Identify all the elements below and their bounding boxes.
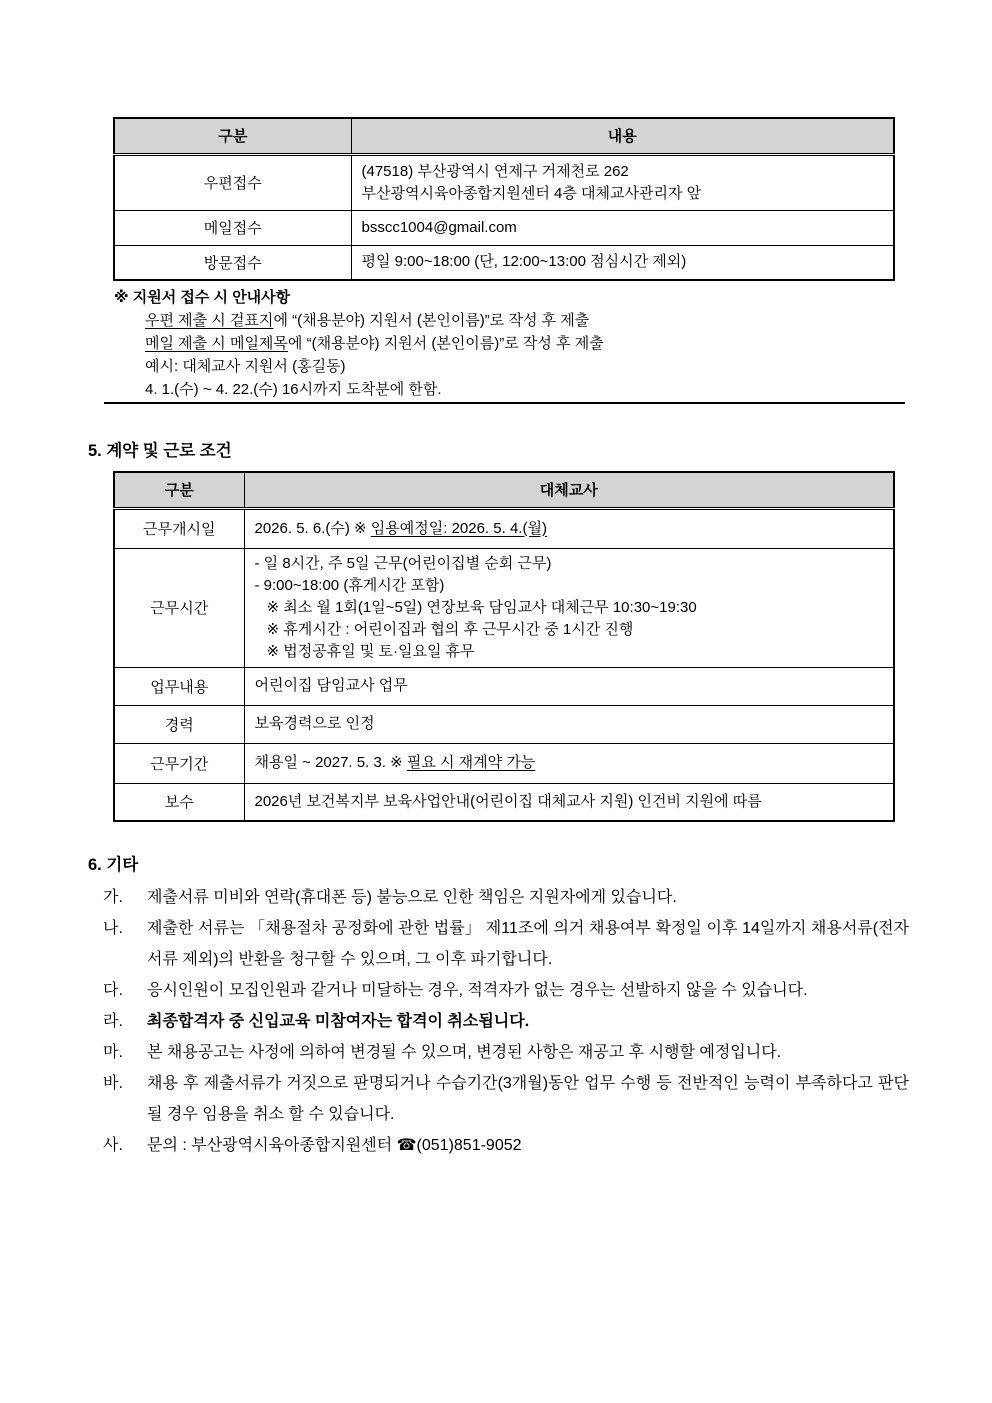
item-text: 문의 : 부산광역시육아종합지원센터 ☎(051)851-9052 <box>147 1137 522 1154</box>
table-row-visit <box>114 245 894 280</box>
postal-address-line2: 부산광역시육아종합지원센터 4층 대체교사관리자 앞 <box>361 184 702 202</box>
item-label: 가. <box>103 889 123 906</box>
notice-line-email <box>104 332 905 355</box>
list-item-ma <box>103 1037 909 1068</box>
item-text-bold: 최종합격자 중 신입교육 미참여자는 합격이 취소됩니다. <box>147 1013 530 1030</box>
section6-heading: 6. 기타 <box>88 856 139 874</box>
underlined-text: 메일 제출 시 메일제목 <box>145 335 288 352</box>
row-label-career: 경력 <box>114 705 244 743</box>
item-label: 사. <box>103 1137 123 1154</box>
row-label-email: 메일접수 <box>114 210 351 245</box>
contact-table-header-row <box>114 118 894 154</box>
work-hours-line: - 9:00~18:00 (휴게시간 포함) <box>254 576 445 594</box>
row-value-visit: 평일 9:00~18:00 (단, 12:00~13:00 점심시간 제외) <box>351 245 894 280</box>
row-value-start-date <box>244 508 894 548</box>
period-text: 채용일 ~ 2027. 5. 3. ※ <box>254 754 407 771</box>
work-table-header-row <box>114 472 894 508</box>
item-text: 응시인원이 모집인원과 같거나 미달하는 경우, 적격자가 없는 경우는 선발하지 않을 수 있습니다. <box>147 982 808 999</box>
row-label-pay: 보수 <box>114 783 244 821</box>
notice-text: 에 “(채용분야) 지원서 (본인이름)”로 작성 후 제출 <box>287 335 604 352</box>
row-label-start-date: 근무개시일 <box>114 508 244 548</box>
row-value-duties: 어린이집 담임교사 업무 <box>244 667 894 705</box>
notice-text: 예시: 대체교사 지원서 (홍길동) <box>145 358 346 375</box>
application-notice <box>104 286 905 404</box>
table-row-start-date <box>114 508 894 548</box>
section6-items <box>103 882 909 1161</box>
list-item-ra <box>103 1006 909 1037</box>
postal-address-line1: (47518) 부산광역시 연제구 거제천로 262 <box>361 162 629 180</box>
notice-line-deadline <box>104 378 905 401</box>
table-row-pay <box>114 783 894 821</box>
work-hours-line: ※ 법정공휴일 및 토·일요일 휴무 <box>266 642 475 660</box>
row-label-period: 근무기간 <box>114 743 244 783</box>
work-conditions-table <box>113 471 895 822</box>
underlined-text: 임용예정일: 2026. 5. 4.(월) <box>370 519 547 537</box>
row-label-work-hours: 근무시간 <box>114 548 244 667</box>
list-item-sa <box>103 1130 909 1161</box>
item-label: 라. <box>103 1013 123 1030</box>
row-value-period <box>244 743 894 783</box>
item-label: 마. <box>103 1044 123 1061</box>
notice-line-postal <box>104 309 905 332</box>
row-label-visit: 방문접수 <box>114 245 351 280</box>
work-header-category: 구분 <box>114 472 244 508</box>
row-value-career: 보육경력으로 인정 <box>244 705 894 743</box>
section5-heading: 5. 계약 및 근로 조건 <box>88 442 232 460</box>
contact-header-content: 내용 <box>351 118 894 154</box>
item-text: 제출서류 미비와 연락(휴대폰 등) 불능으로 인한 책임은 지원자에게 있습니다. <box>147 889 677 906</box>
contact-header-category: 구분 <box>114 118 351 154</box>
work-hours-line: - 일 8시간, 주 5일 근무(어린이집별 순회 근무) <box>254 554 552 572</box>
table-row-postal <box>114 154 894 210</box>
underlined-text: 필요 시 재계약 가능 <box>406 754 536 771</box>
item-text: 제출한 서류는 「채용절차 공정화에 관한 법률」 제11조에 의거 채용여부 확정일 이후 14일까지 채용서류(전자서류 제외)의 반환을 청구할 수 있으며, 그 이후 파기합니다. <box>147 920 909 968</box>
item-text: 채용 후 제출서류가 거짓으로 판명되거나 수습기간(3개월)동안 업무 수행 등 전반적인 능력이 부족하다고 판단될 경우 임용을 취소 할 수 있습니다. <box>147 1075 909 1123</box>
work-hours-line: ※ 휴게시간 : 어린이집과 협의 후 근무시간 중 1시간 진행 <box>266 620 634 638</box>
work-hours-line: ※ 최소 월 1회(1일~5일) 연장보육 담임교사 대체근무 10:30~19:30 <box>266 598 697 616</box>
table-row-career <box>114 705 894 743</box>
notice-title: ※ 지원서 접수 시 안내사항 <box>114 289 291 306</box>
row-value-email: bsscc1004@gmail.com <box>351 210 894 245</box>
row-value-pay: 2026년 보건복지부 보육사업안내(어린이집 대체교사 지원) 인건비 지원에 따름 <box>244 783 894 821</box>
row-value-postal <box>351 154 894 210</box>
table-row-email <box>114 210 894 245</box>
row-value-work-hours <box>244 548 894 667</box>
notice-text: 4. 1.(수) ~ 4. 22.(수) 16시까지 도착분에 한함. <box>145 381 442 398</box>
item-text: 본 채용공고는 사정에 의하여 변경될 수 있으며, 변경된 사항은 재공고 후 시행할 예정입니다. <box>147 1044 782 1061</box>
notice-text: 에 “(채용분야) 지원서 (본인이름)”로 작성 후 제출 <box>273 312 590 329</box>
table-row-duties <box>114 667 894 705</box>
list-item-na <box>103 913 909 975</box>
row-label-duties: 업무내용 <box>114 667 244 705</box>
work-header-teacher: 대체교사 <box>244 472 894 508</box>
item-label: 다. <box>103 982 123 999</box>
list-item-ga <box>103 882 909 913</box>
table-row-work-hours <box>114 548 894 667</box>
item-label: 나. <box>103 920 123 937</box>
item-label: 바. <box>103 1075 123 1092</box>
list-item-da <box>103 975 909 1006</box>
contact-table <box>113 117 895 281</box>
row-label-postal: 우편접수 <box>114 154 351 210</box>
start-date-text: 2026. 5. 6.(수) ※ <box>254 519 371 537</box>
list-item-ba <box>103 1068 909 1130</box>
notice-line-example <box>104 355 905 378</box>
table-row-period <box>114 743 894 783</box>
underlined-text: 우편 제출 시 겉표지 <box>145 312 274 329</box>
